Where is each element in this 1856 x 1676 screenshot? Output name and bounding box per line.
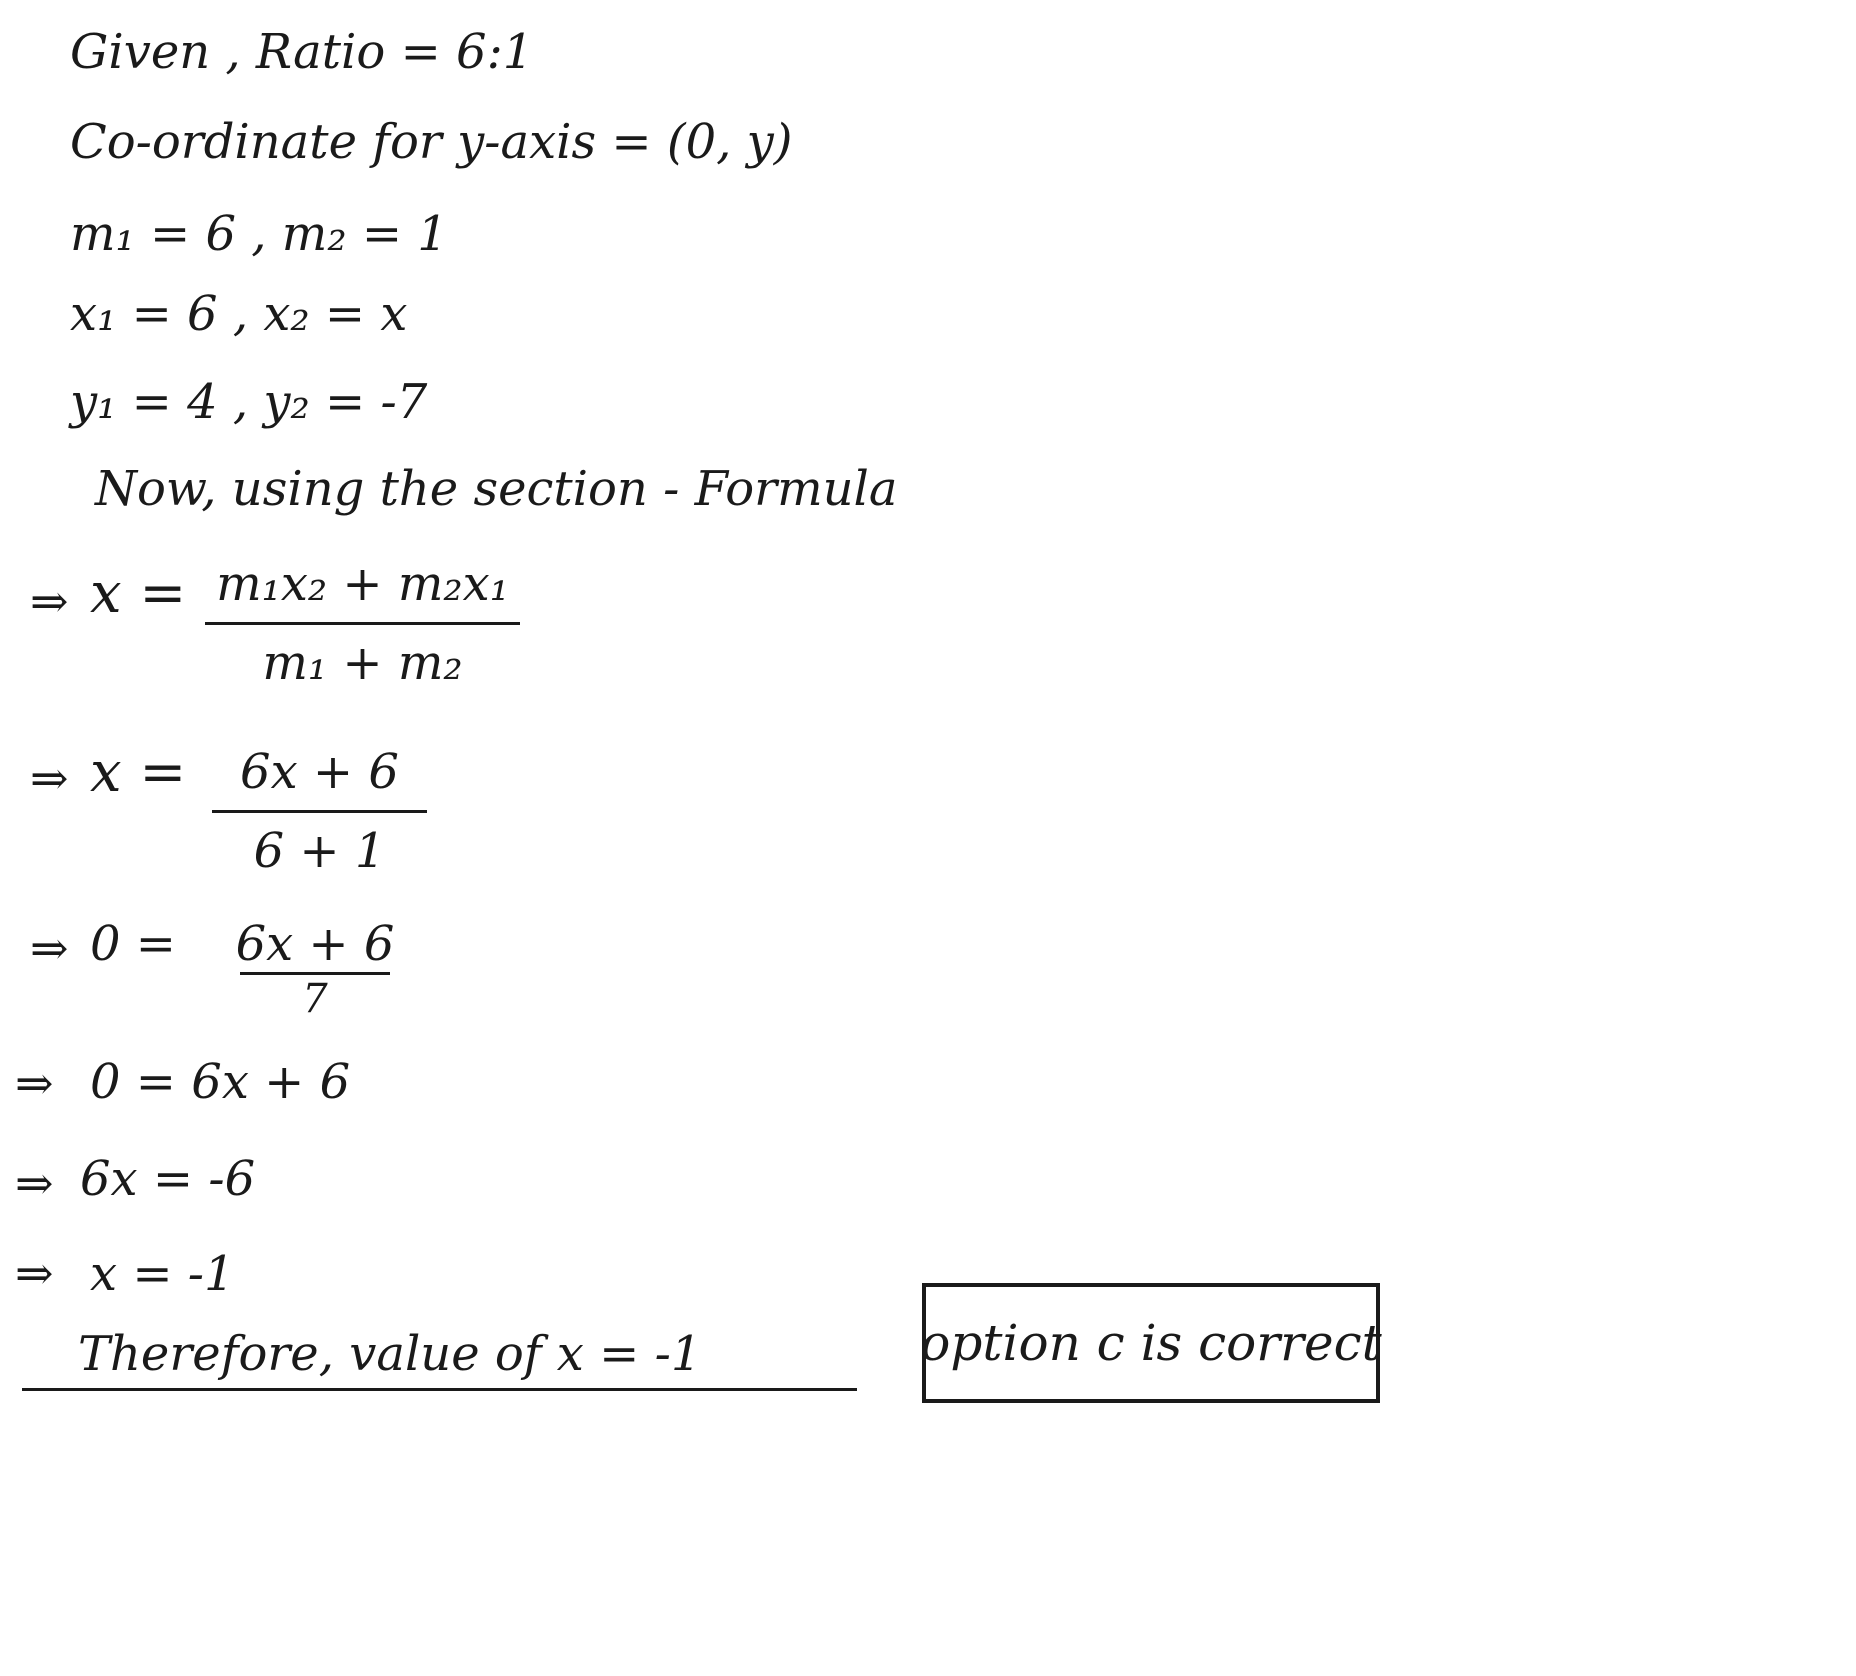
step-lhs: x = [90,561,187,626]
substituted-fraction [212,744,427,879]
implies-arrow: ⇒ [15,1056,54,1110]
step-equation: 0 = 6x + 6 [90,1054,351,1110]
conclusion-underline [22,1388,857,1391]
fraction-bar [240,972,390,975]
section-formula-fraction [205,556,520,691]
fraction-numerator: 6x + 6 [235,916,395,972]
fraction-bar [205,622,520,625]
fraction-denominator: m₁ + m₂ [262,635,463,691]
implies-arrow: ⇒ [30,574,69,628]
step-equation: 6x = -6 [80,1151,256,1207]
step-equation: x = -1 [90,1246,235,1302]
implies-arrow: ⇒ [15,1246,54,1300]
step-lhs: 0 = [90,916,177,972]
implies-arrow: ⇒ [30,751,69,805]
fraction-denominator: 6 + 1 [253,823,386,879]
answer-box: option c is correct [922,1283,1380,1403]
mass-ratio-line: m₁ = 6 , m₂ = 1 [70,206,448,262]
fraction-bar [212,810,427,813]
conclusion-line: Therefore, value of x = -1 [78,1326,702,1382]
fraction-denominator: 7 [302,976,328,1022]
fraction-numerator: m₁x₂ + m₂x₁ [216,556,509,612]
coordinate-line: Co-ordinate for y-axis = (0, y) [70,114,793,170]
y-coordinates-line: y₁ = 4 , y₂ = -7 [70,374,428,430]
section-formula-intro: Now, using the section - Formula [95,461,898,517]
zero-fraction [235,916,395,1022]
implies-arrow: ⇒ [15,1156,54,1210]
step-lhs: x = [90,740,187,805]
implies-arrow: ⇒ [30,921,69,975]
x-coordinates-line: x₁ = 6 , x₂ = x [70,286,408,342]
given-ratio-line: Given , Ratio = 6:1 [70,24,534,80]
fraction-numerator: 6x + 6 [240,744,399,800]
